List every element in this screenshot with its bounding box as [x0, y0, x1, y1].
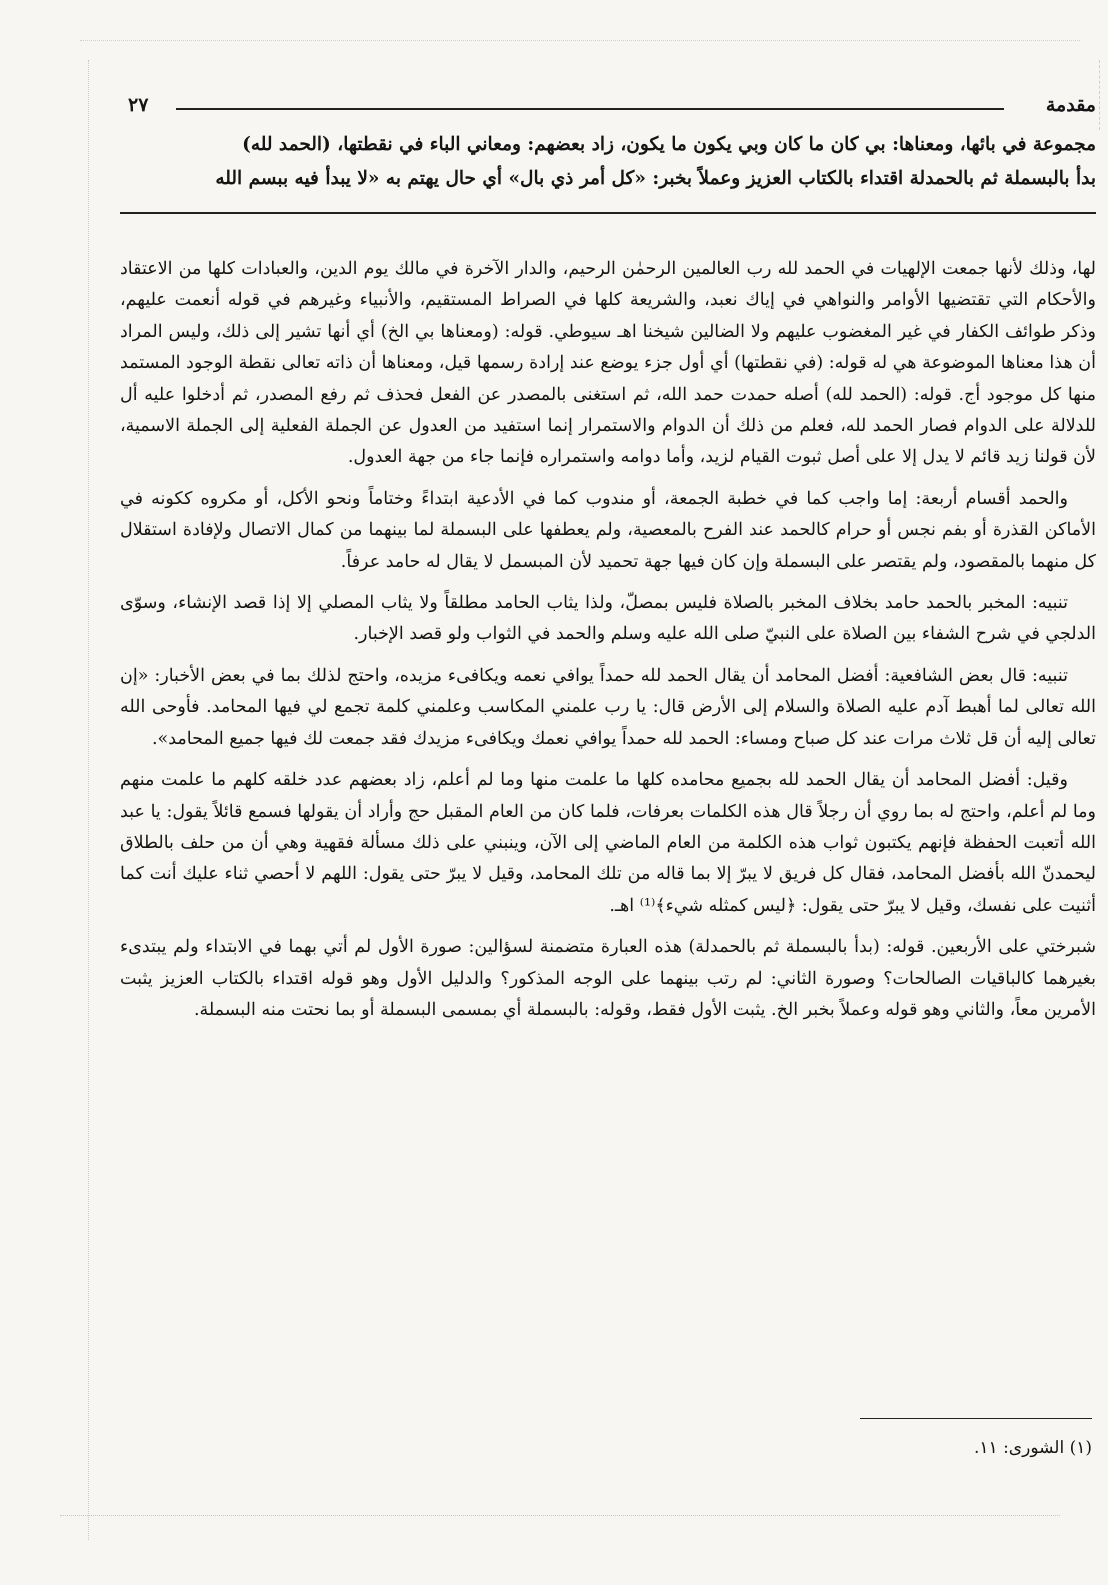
footnote: (١) الشورى: ١١. — [974, 1438, 1092, 1458]
header-title: مقدمة — [1045, 94, 1096, 116]
commentary-paragraph: والحمد أقسام أربعة: إما واجب كما في خطبة الجمعة، أو مندوب كما في الأدعية ابتداءً وختاماً ونحو الأكل، أو مكروه ككونه في الأماكن القذرة أو بفم نجس أو حرام كالحمد عند الفرح بالمعصية، ولم يعطفها على البسملة لما بينهما من كمال الاتصال ولإفادة استقلال كل منهما بالمقصود، ولم يقتصر على البسملة وإن كان فيها جهة تحميد لأن المبسمل لا يقال له حامد عرفاً. — [120, 488, 1096, 572]
commentary-text — [120, 254, 1096, 1036]
commentary-paragraph: لها، وذلك لأنها جمعت الإلهيات في الحمد لله رب العالمين الرحمٰن الرحيم، والدار الآخرة في مالك يوم الدين، والعبادات كلها من الاعتقاد والأحكام التي تقتضيها الأوامر والنواهي في إياك نعبد، والشريعة كلها في الصراط المستقيم، والأنبياء وغيرهم في قوله أنعمت عليهم، وذكر طوائف الكفار في غير المغضوب عليهم ولا الضالين شيخنا اهـ سيوطي. قوله: (ومعناها بي الخ) أي أنها تشير إلى ذلك، وليس المراد أن هذا معناها الموضوعة هي له قوله: (في نقطتها) أي أول جزء يوضع عند إرادة رسمها قيل، ومعناها أن ذاته تعالى نقطة الوجود المستمد منها كل موجود أج. قوله: (الحمد لله) أصله حمدت حمد الله، ثم استغنى بالمصدر عن الفعل فحذف ثم رفع المصدر، ثم أدخلوا عليه أل للدلالة على الدوام فصار الحمد لله، فعلم من ذلك أن الدوام والاستمرار إنما استفيد من العدول عن الجملة الفعلية إلى الجملة الاسمية، لأن قولنا زيد قائم لا يدل إلا على أصل ثبوت القيام لزيد، وأما دوامه واستمراره فإنما جاء من جهة العدول. — [120, 259, 1096, 468]
scan-edge-left — [88, 60, 97, 1540]
commentary-paragraph: شبرختي على الأربعين. قوله: (بدأ بالبسملة ثم بالحمدلة) هذه العبارة متضمنة لسؤالين: صورة الأول لم أتي بهما في الابتداء ولم يبتدىء بغيرهما كالباقيات الصالحات؟ وصورة الثاني: لم رتب بينهما على الوجه المذكور؟ والدليل الأول وهو قوله اقتداء بالكتاب العزيز يثبت الأمرين معاً، والثاني وهو قوله وعملاً بخبر الخ. يثبت الأول فقط، وقوله: بالبسملة أي بمسمى البسملة أو بما نحتت منه البسملة. — [120, 937, 1096, 1020]
running-header — [128, 94, 1096, 124]
commentary-paragraph: تنبيه: قال بعض الشافعية: أفضل المحامد أن يقال الحمد لله حمداً يوافي نعمه ويكافىء مزيده، واحتج لذلك بما في بعض الأخبار: «إن الله تعالى لما أهبط آدم عليه الصلاة والسلام إلى الأرض قال: يا رب علمني المكاسب وعلمني كلمة تجمع لي فيها المحامد. فأوحى الله تعالى إليه أن قل ثلاث مرات عند كل صباح ومساء: الحمد لله حمداً يوافي نعمك ويكافىء مزيدك فقد جمعت لك فيها جميع المحامد». — [120, 665, 1096, 749]
main-text-line: مجموعة في بائها، ومعناها: بي كان ما كان وبي يكون ما يكون، زاد بعضهم: ومعاني الباء في نقطتها، (الحمد لله) — [242, 134, 1096, 155]
main-text — [128, 128, 1096, 196]
commentary-paragraph: وقيل: أفضل المحامد أن يقال الحمد لله بجميع محامده كلها ما علمت منها وما لم أعلم، زاد بعضهم عدد خلقه كلهم ما علمت منهم وما لم أعلم، واحتج له بما روي أن رجلاً قال هذه الكلمات بعرفات، فلما كان من العام المقبل حج وأراد أن يقولها فسمع قائلاً يقول: يا عبد الله أتعبت الحفظة فإنهم يكتبون ثواب هذه الكلمة من العام الماضي إلى الآن، وينبني على ذلك مسألة فقهية وهي أن من حلف بالطلاق ليحمدنّ الله بأفضل المحامد، فقال كل فريق لا يبرّ إلا بما قاله من تلك المحامد، وقيل لا يبرّ حتى يقول: اللهم لا أحصي ثناء عليك أنت كما أثنيت على نفسك، وقيل لا يبرّ حتى يقول: ﴿ليس كمثله شيء﴾⁽¹⁾ اهـ. — [120, 770, 1096, 916]
scan-edge-top — [80, 40, 1080, 47]
page-number: ٢٧ — [128, 94, 149, 116]
main-text-divider — [120, 212, 1096, 214]
footnote-divider — [860, 1418, 1092, 1419]
header-rule — [176, 108, 1004, 110]
commentary-paragraph: تنبيه: المخبر بالحمد حامد بخلاف المخبر بالصلاة فليس بمصلّ، ولذا يثاب الحامد مطلقاً ولا يثاب المصلي إلا إذا قصد الإنشاء، وسوّى الدلجي في شرح الشفاء بين الصلاة على النبيّ صلى الله عليه وسلم والحمد في الثواب ولو قصد الإخبار. — [120, 593, 1096, 645]
scan-edge-bottom — [60, 1515, 1060, 1522]
main-text-line: بدأ بالبسملة ثم بالحمدلة اقتداء بالكتاب العزيز وعملاً بخبر: «كل أمر ذي بال» أي حال يهتم به «لا يبدأ فيه ببسم الله — [215, 168, 1096, 189]
